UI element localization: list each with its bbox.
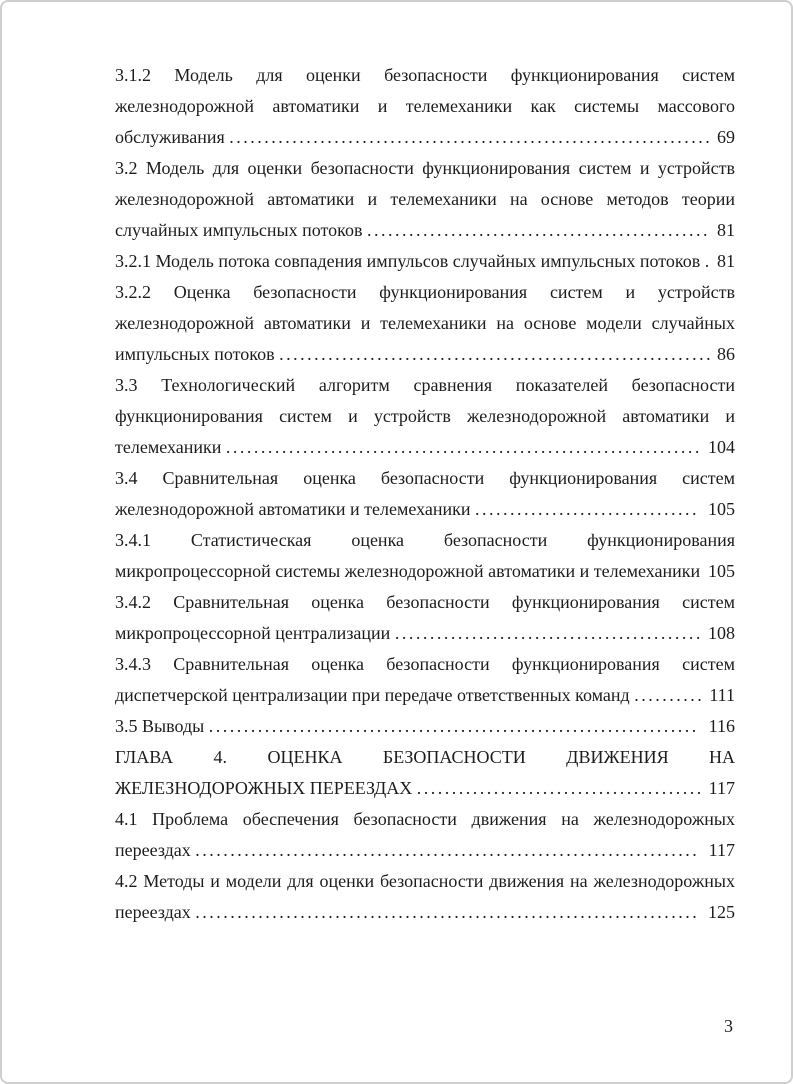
- toc-entry-text: 3.2.1 Модель потока совпадения импульсов случайных импульсных потоков: [115, 251, 701, 271]
- toc-entry-page: 105: [708, 561, 735, 581]
- toc-entry-page: 86: [717, 344, 735, 364]
- toc-entry-text: 3.3 Технологический алгоритм сравнения показателей безопасности функционирования систем и устройств железнодорожной автоматики и телемеханики: [115, 375, 735, 457]
- toc-entry-text: 3.4.2 Сравнительная оценка безопасности функционирования систем микропроцессорной централизации: [115, 592, 735, 643]
- toc-entry-page: 69: [717, 127, 735, 147]
- toc-dots: .: [704, 251, 712, 271]
- toc-dots: .................................................: [367, 220, 710, 240]
- toc-dots: .........................................: [416, 778, 704, 798]
- toc-entry: [115, 866, 735, 928]
- toc-entry-text: 3.2.2 Оценка безопасности функционирования систем и устройств железнодорожной автоматики и телемеханики на основе модели случайных импульсных потоков: [115, 282, 735, 364]
- toc-entry-text: 3.4 Сравнительная оценка безопасности функционирования систем железнодорожной автоматики и телемеханики: [115, 468, 735, 519]
- toc-entry-text: 4.1 Проблема обеспечения безопасности движения на железнодорожных переездах: [115, 809, 735, 860]
- toc-entry-text: ГЛАВА 4. ОЦЕНКА БЕЗОПАСНОСТИ ДВИЖЕНИЯ НА ЖЕЛЕЗНОДОРОЖНЫХ ПЕРЕЕЗДАХ: [115, 747, 735, 798]
- toc-dots: ............................................: [394, 623, 703, 643]
- toc-entry: [115, 153, 735, 246]
- toc-entry: [115, 804, 735, 866]
- toc-entry-text: 4.2 Методы и модели для оценки безопасности движения на железнодорожных переездах: [115, 871, 735, 922]
- toc-entry: [115, 742, 735, 804]
- toc-entry: [115, 370, 735, 463]
- toc-dots: ........................................................................: [195, 902, 700, 922]
- toc-entry-page: 111: [709, 685, 735, 705]
- toc-entry-text: 3.5 Выводы: [115, 716, 205, 736]
- toc-entry: [115, 587, 735, 649]
- toc-entry: [115, 711, 735, 742]
- toc-entry: [115, 649, 735, 711]
- toc-list: [115, 60, 735, 928]
- page-number: 3: [724, 1016, 733, 1036]
- toc-dots: ....................................................................: [225, 437, 702, 457]
- toc-entry-page: 81: [717, 251, 735, 271]
- toc-entry: [115, 525, 735, 587]
- toc-entry-page: 108: [708, 623, 735, 643]
- toc-entry: [115, 277, 735, 370]
- toc-entry-page: 117: [708, 840, 735, 860]
- toc-dots: .....................................................................: [229, 127, 713, 147]
- toc-entry: [115, 60, 735, 153]
- toc-entry-text: 3.1.2 Модель для оценки безопасности функционирования систем железнодорожной автоматики и телемеханики как системы массового обслуживания: [115, 65, 735, 147]
- toc-entry-page: 105: [708, 499, 735, 519]
- toc-entry-page: 116: [708, 716, 735, 736]
- toc-dots: ................................: [475, 499, 700, 519]
- toc-entry-page: 117: [708, 778, 735, 798]
- toc-dots: ........................................................................: [195, 840, 700, 860]
- toc-dots: ..............................................................: [279, 344, 714, 364]
- toc-dots: ......................................................................: [208, 716, 699, 736]
- toc-entry-page: 104: [708, 437, 735, 457]
- toc-entry-text: 3.2 Модель для оценки безопасности функционирования систем и устройств железнодорожной автоматики и телемеханики на основе методов теории случайных импульсных потоков: [115, 158, 735, 240]
- toc-dots: ..........: [634, 685, 705, 705]
- toc-entry-text: 3.4.1 Статистическая оценка безопасности функционирования микропроцессорной системы железнодорожной автоматики и телемеханики: [115, 530, 735, 581]
- toc-entry-text: 3.4.3 Сравнительная оценка безопасности функционирования систем диспетчерской централизации при передаче ответственных команд: [115, 654, 735, 705]
- toc-entry-page: 125: [708, 902, 735, 922]
- toc-entry: [115, 463, 735, 525]
- toc-entry-page: 81: [717, 220, 735, 240]
- toc-entry: [115, 246, 735, 277]
